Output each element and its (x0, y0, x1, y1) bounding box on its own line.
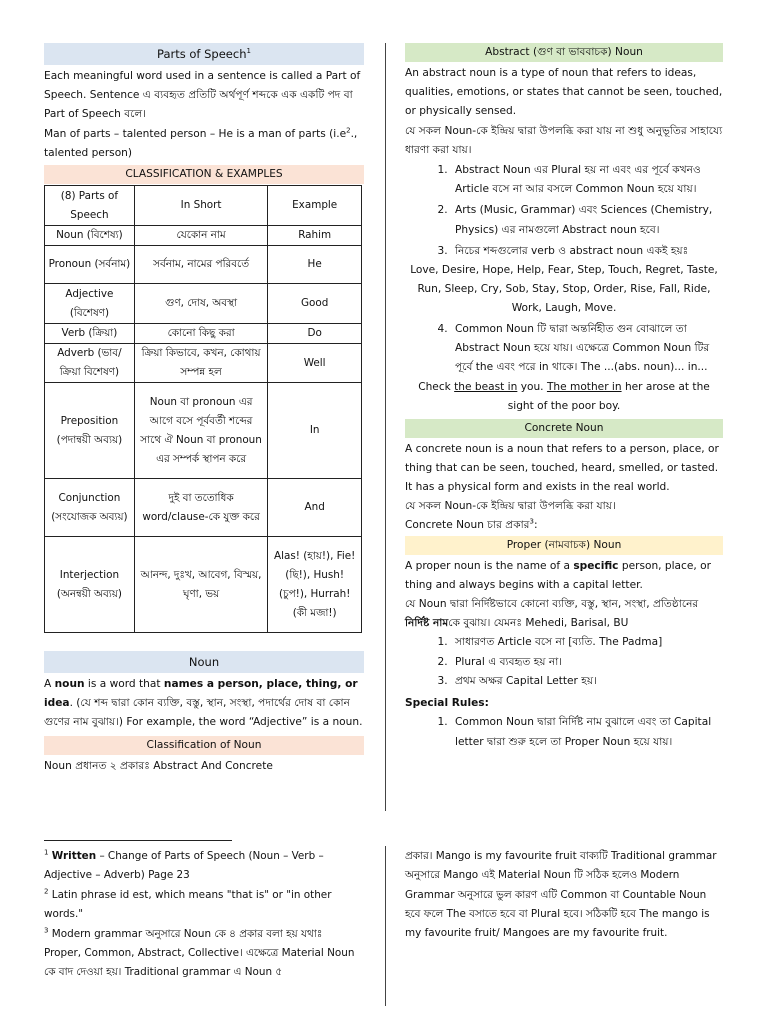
parts-of-speech-title: Parts of Speech (157, 47, 247, 61)
abstract-noun-header: Abstract (গুণ বা ভাববাচক) Noun (405, 43, 723, 62)
footnote-3 (44, 925, 362, 982)
table-header-cell: (8) Parts of Speech (45, 186, 135, 226)
footnote-ref-1: 1 (246, 47, 251, 56)
table-header-row (45, 186, 362, 226)
noun-def-c: is a word that (87, 678, 161, 691)
table-cell: যেকোন নাম (134, 226, 268, 246)
footnote-1 (44, 847, 362, 885)
footnote-3-text: Modern grammar অনুসারে Noun কে ৪ প্রকার বলা হয় যথাঃ Proper, Common, Abstract, Collective। এক্ষেত্রে Material Noun কে বাদ দেওয়া হয়। Traditional grammar এ Noun ৫ (44, 928, 355, 978)
man-of-parts-text: Man of parts – talented person – He is a man of parts (i.e (44, 127, 347, 140)
example-underlined-1: the beast in (454, 381, 518, 394)
proper-noun-header: Proper (নামবাচক) Noun (405, 536, 723, 555)
table-cell: গুণ, দোষ, অবস্থা (134, 284, 268, 324)
example-text: her arose at the sight of the poor boy. (507, 381, 710, 413)
classification-header: CLASSIFICATION & EXAMPLES (44, 165, 364, 184)
table-cell: Preposition (পদান্বয়ী অব্যয়) (45, 383, 135, 479)
noun-def-bold-noun: noun (54, 678, 85, 691)
noun-def-a: A (44, 678, 52, 691)
list-item: 1. Common Noun দ্বারা নির্দিষ্ট নাম বুঝালে এবং তা Capital letter দ্বারা শুরু হলে তা Proper Noun হয়ে যায়। (451, 713, 723, 751)
footnote-number: 2 (44, 887, 49, 896)
concrete-types-text: Concrete Noun চার প্রকার (405, 519, 530, 532)
table-cell: দুই বা ততোধিক word/clause-কে যুক্ত করে (134, 479, 268, 537)
table-cell: Pronoun (সর্বনাম) (45, 246, 135, 284)
man-of-parts-end: ., talented person) (44, 127, 358, 159)
table-cell: Conjunction (সংযোজক অব্যয়) (45, 479, 135, 537)
classification-of-noun-header: Classification of Noun (44, 736, 364, 755)
table-cell: Rahim (268, 226, 362, 246)
verb-noun-word-list: Love, Desire, Hope, Help, Fear, Step, Touch, Regret, Taste, Run, Sleep, Cry, Sob, Stay, Stop, Order, Rise, Fall, Ride, Work, Laugh, Move. (410, 264, 718, 315)
left-column (44, 43, 364, 776)
concrete-definition-en: A concrete noun is a noun that refers to a person, place, or thing that can be seen, touched, heard, smelled, or tasted. It has a physical form and exists in the real world. (405, 442, 719, 494)
table-cell: Alas! (হায়!), Fie! (ছি!), Hush! (চুপ!), Hurrah! (কী মজা!) (268, 537, 362, 633)
table-cell: Adverb (ভাব/ ক্রিয়া বিশেষণ) (45, 344, 135, 383)
table-cell: কোনো কিছু করা (134, 324, 268, 344)
special-rules-heading: Special Rules: (405, 697, 489, 710)
proper-bn-bold: নির্দিষ্ট নাম (405, 617, 449, 630)
table-cell: And (268, 479, 362, 537)
list-item: 1. সাধারণত Article বসে না [ব্যতি. The Padma] (451, 633, 723, 652)
proper-bn-a: যে Noun দ্বারা নির্দিষ্টভাবে কোনো ব্যক্তি, বস্তু, স্থান, সংস্থা, প্রতিষ্ঠানের (405, 598, 699, 611)
list-item (451, 242, 723, 261)
footnote-ref-2: 2 (346, 126, 351, 135)
list-item: 2. Arts (Music, Grammar) এবং Sciences (Chemistry, Physics) এর নামগুলো Abstract noun হবে। (451, 201, 723, 239)
list-item: 4. Common Noun টি দ্বারা অন্তর্নিহীত গুন বোঝালে তা Abstract Noun হয়ে যায়। এক্ষেত্রে Common Noun টির পূর্বে the এবং পরে in থাকে। The ...(abs. noun)... in... (451, 320, 723, 378)
table-cell: Noun বা pronoun এর আগে বসে পূর্ববর্তী শব্দের সাথে ঐ Noun বা pronoun এর সম্পর্ক স্থাপন করে (134, 383, 268, 479)
right-column (405, 43, 723, 752)
table-cell: Noun (বিশেষ্য) (45, 226, 135, 246)
proper-def-bold: specific (573, 559, 619, 572)
concrete-types-line (405, 516, 723, 535)
table-cell: Adjective (বিশেষণ) (45, 284, 135, 324)
abstract-definition-en: An abstract noun is a type of noun that refers to ideas, qualities, emotions, or states that cannot be seen, touched, or physically sensed. (405, 67, 723, 118)
table-row (45, 284, 362, 324)
intro-paragraph: Each meaningful word used in a sentence is called a Part of Speech. Sentence এ ব্যবহৃত প্রতিটি অর্থপূর্ণ শব্দকে এক একটি পদ বা Part of Speech বলে। (44, 70, 361, 121)
table-cell: In (268, 383, 362, 479)
footnote-3-continued: প্রকার। Mango is my favourite fruit বাক্যটি Traditional grammar অনুসারে Mango এই Material Noun টি সঠিক হলেও Modern Grammar অনুসারে ভুল কারণ এটি Common বা Countable Noun হবে ফলে The বসাতে হবে বা Plural হবে। সঠিকটি হবে The mango is my favourite fruit/ Mangoes are my favourite fruit. (405, 850, 717, 940)
parts-of-speech-table (44, 185, 362, 633)
table-row (45, 344, 362, 383)
column-divider-bottom (385, 846, 386, 1006)
table-cell: Well (268, 344, 362, 383)
footnote-2 (44, 886, 362, 924)
table-row (45, 479, 362, 537)
footnote-1-bold: Written (51, 850, 97, 862)
footnote-2-text: Latin phrase id est, which means "that is" or "in other words." (44, 889, 332, 920)
table-row (45, 246, 362, 284)
abstract-rules-list-cont (405, 320, 723, 378)
list-item: 3. প্রথম অক্ষর Capital Letter হয়। (451, 672, 723, 691)
noun-def-e: . (যে শব্দ দ্বারা কোন ব্যক্তি, বস্তু, স্থান, সংস্থা, পদার্থের দোষ বা কোন গুণের নাম বুঝায়।) For example, the word “Adjective” is a noun. (44, 697, 363, 729)
proper-def-a: A proper noun is the name of a (405, 559, 570, 572)
footnote-separator (44, 840, 232, 841)
footnote-number: 3 (44, 926, 49, 935)
list-item: 1. Abstract Noun এর Plural হয় না এবং এর পূর্বে কখনও Article বসে না আর বসলে Common Noun হয়ে যায়। (451, 161, 723, 199)
proper-rules-list (405, 633, 723, 691)
classification-of-noun-text: Noun প্রধানত ২ প্রকারঃ Abstract And Concrete (44, 759, 273, 772)
table-cell: আনন্দ, দুঃখ, আবেগ, বিস্ময়, ঘৃণা, ভয় (134, 537, 268, 633)
table-header-cell: Example (268, 186, 362, 226)
abstract-example (405, 378, 723, 416)
table-cell: সর্বনাম, নামের পরিবর্তে (134, 246, 268, 284)
man-of-parts-paragraph (44, 125, 364, 163)
table-row (45, 324, 362, 344)
table-row (45, 537, 362, 633)
proper-definition-bn (405, 595, 723, 633)
concrete-types-colon: : (533, 519, 538, 532)
abstract-definition-bn: যে সকল Noun-কে ইন্দ্রিয় দ্বারা উপলব্ধি করা যায় না শুধু অনুভূতির সাহায্যে ধারণা করা যায়। (405, 124, 723, 156)
noun-def-bold-names: names a person, place, thing, or idea (44, 678, 358, 710)
table-cell: ক্রিয়া কিভাবে, কখন, কোথায় সম্পন্ন হল (134, 344, 268, 383)
footnote-1-text: – Change of Parts of Speech (Noun – Verb – Adjective – Adverb) Page 23 (44, 850, 324, 881)
parts-of-speech-header (44, 43, 364, 65)
proper-definition-en (405, 557, 723, 595)
footnote-number: 1 (44, 848, 49, 857)
proper-def-c: person, place, or thing and always begins with a capital letter. (405, 559, 711, 591)
table-header-cell: In Short (134, 186, 268, 226)
example-text: Check (418, 381, 451, 394)
noun-definition (44, 675, 364, 733)
noun-header: Noun (44, 651, 364, 673)
table-cell: He (268, 246, 362, 284)
example-text: you. (520, 381, 544, 394)
table-row (45, 226, 362, 246)
table-cell: Do (268, 324, 362, 344)
footnote-ref-3: 3 (529, 517, 534, 526)
proper-bn-c: কে বুঝায়। যেমনঃ Mehedi, Barisal, BU (448, 617, 629, 630)
concrete-definition-bn: যে সকল Noun-কে ইন্দ্রিয় দ্বারা উপলব্ধি করা যায়। (405, 500, 616, 513)
table-row (45, 383, 362, 479)
footnotes (44, 847, 362, 983)
list-item-text: নিচের শব্দগুলোর verb ও abstract noun একই হয়ঃ (455, 244, 689, 257)
table-cell: Verb (ক্রিয়া) (45, 324, 135, 344)
column-divider-top (385, 43, 386, 811)
list-item: 2. Plural এ ব্যবহৃত হয় না। (451, 653, 723, 672)
concrete-noun-header: Concrete Noun (405, 419, 723, 438)
table-cell: Interjection (অনন্বয়ী অব্যয়) (45, 537, 135, 633)
table-cell: Good (268, 284, 362, 324)
special-rules-list (405, 713, 723, 751)
example-underlined-2: The mother in (546, 381, 622, 394)
abstract-rules-list (405, 161, 723, 261)
